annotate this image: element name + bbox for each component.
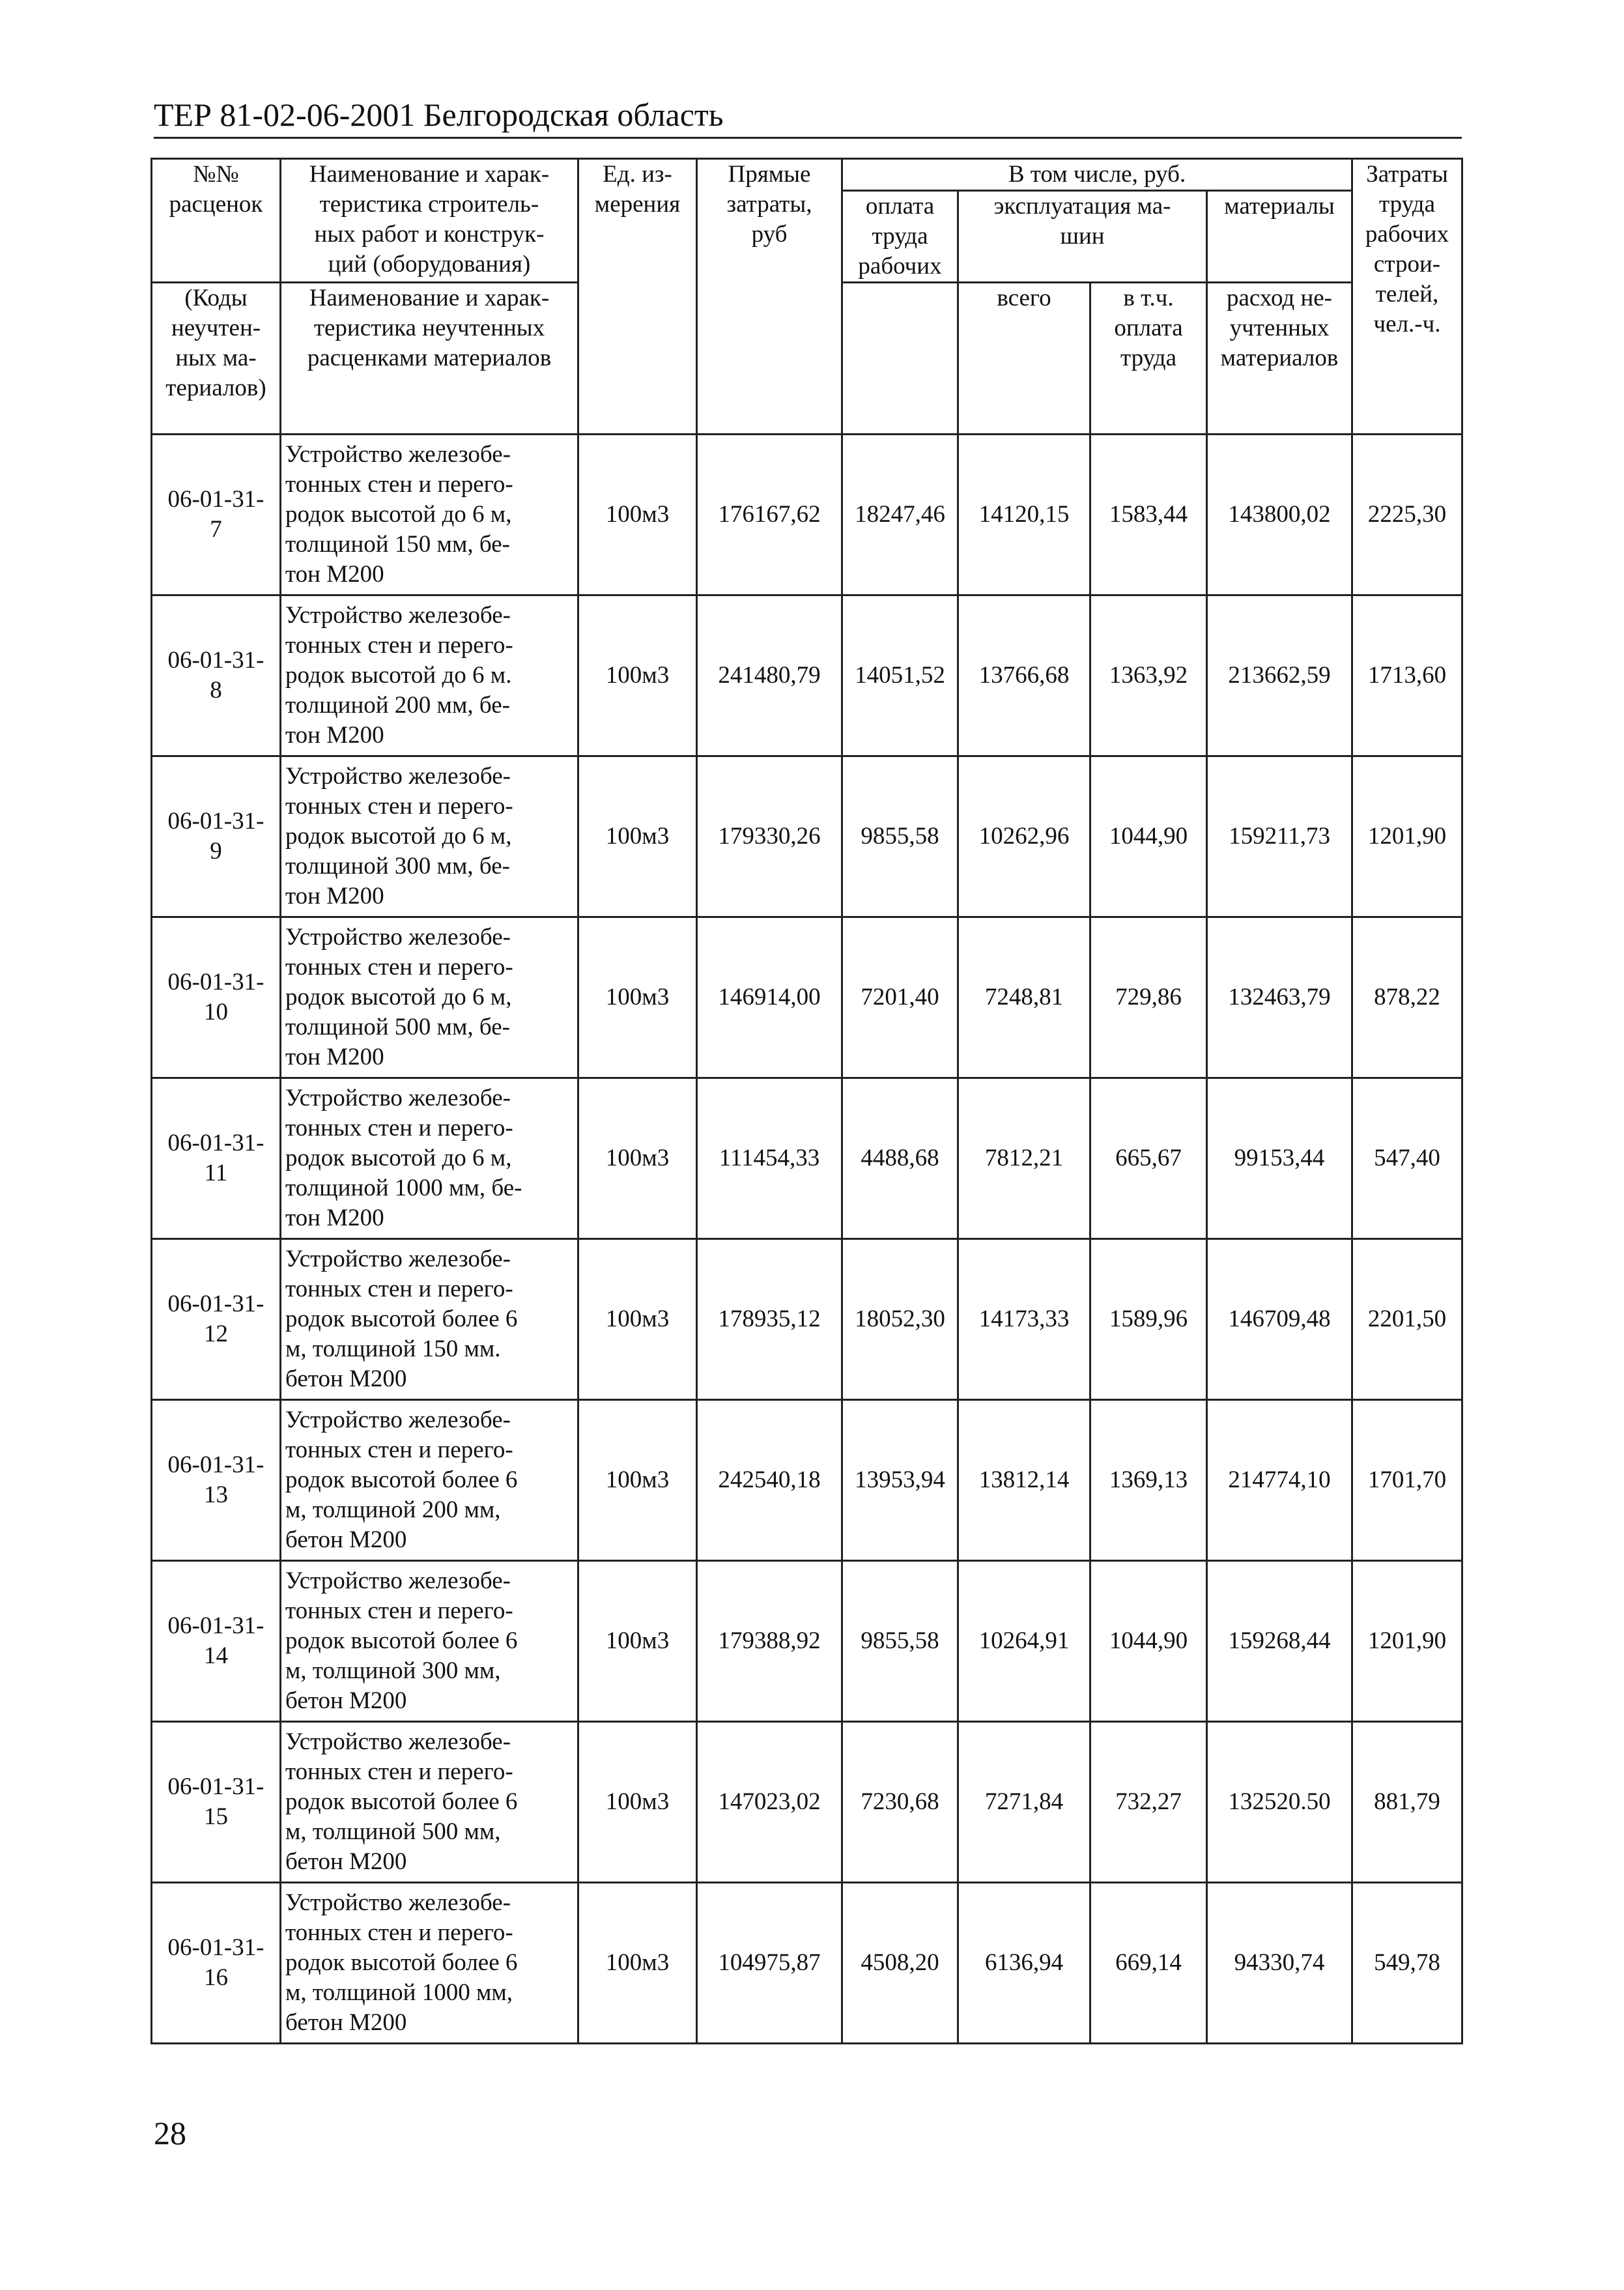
direct-costs-cell: 111454,33 [697, 1078, 842, 1239]
header-labor-costs: Затраты труда рабочих строи- телей, чел.-ч. [1352, 159, 1462, 435]
unit-cell: 100м3 [578, 1400, 697, 1561]
page-number: 28 [154, 2115, 186, 2151]
direct-costs-cell: 241480,79 [697, 595, 842, 756]
materials-cell: 99153,44 [1207, 1078, 1352, 1239]
rate-code: 06-01-31- 10 [152, 917, 281, 1078]
header-direct-costs: Прямые затраты, руб [697, 159, 842, 435]
header-unit: Ед. из- мерения [578, 159, 697, 435]
header-machines-total: всего [958, 283, 1090, 435]
wages-cell: 7201,40 [842, 917, 958, 1078]
unit-cell: 100м3 [578, 917, 697, 1078]
direct-costs-cell: 146914,00 [697, 917, 842, 1078]
work-description: Устройство железобе- тонных стен и перего- родок высотой более 6 м, толщиной 500 мм, бетон М200 [281, 1722, 578, 1883]
header-wages-blank [842, 283, 958, 435]
work-description: Устройство железобе- тонных стен и перего- родок высотой до 6 м, толщиной 300 мм, бе- тон М200 [281, 756, 578, 917]
materials-cell: 146709,48 [1207, 1239, 1352, 1400]
machines-wages-cell: 729,86 [1090, 917, 1207, 1078]
header-materials: материалы [1207, 191, 1352, 283]
materials-cell: 143800,02 [1207, 435, 1352, 595]
work-description: Устройство железобе- тонных стен и перего- родок высотой до 6 м, толщиной 150 мм, бе- тон М200 [281, 435, 578, 595]
machines-total-cell: 6136,94 [958, 1883, 1090, 2044]
wages-cell: 14051,52 [842, 595, 958, 756]
table-body [152, 435, 1462, 2044]
machines-total-cell: 7271,84 [958, 1722, 1090, 1883]
wages-cell: 18247,46 [842, 435, 958, 595]
labor-costs-cell: 1201,90 [1352, 1561, 1462, 1722]
header-materials-unaccounted: расход не- учтенных материалов [1207, 283, 1352, 435]
table-row [152, 1239, 1462, 1400]
machines-total-cell: 14120,15 [958, 435, 1090, 595]
wages-cell: 7230,68 [842, 1722, 958, 1883]
rate-code: 06-01-31- 14 [152, 1561, 281, 1722]
unit-cell: 100м3 [578, 595, 697, 756]
wages-cell: 13953,94 [842, 1400, 958, 1561]
work-description: Устройство железобе- тонных стен и перего- родок высотой до 6 м, толщиной 1000 мм, бе- тон М200 [281, 1078, 578, 1239]
header-name: Наименование и харак- теристика строитель- ных работ и конструк- ций (оборудования) [281, 159, 578, 283]
machines-total-cell: 7248,81 [958, 917, 1090, 1078]
work-description: Устройство железобе- тонных стен и перего- родок высотой более 6 м, толщиной 1000 мм, бетон М200 [281, 1883, 578, 2044]
table-row [152, 595, 1462, 756]
table-row [152, 435, 1462, 595]
rate-code: 06-01-31- 15 [152, 1722, 281, 1883]
direct-costs-cell: 179388,92 [697, 1561, 842, 1722]
labor-costs-cell: 1713,60 [1352, 595, 1462, 756]
page-header: ТЕР 81-02-06-2001 Белгородская область [154, 95, 1462, 139]
wages-cell: 9855,58 [842, 756, 958, 917]
unit-cell: 100м3 [578, 1883, 697, 2044]
materials-cell: 94330,74 [1207, 1883, 1352, 2044]
table-row [152, 1078, 1462, 1239]
rate-code: 06-01-31- 16 [152, 1883, 281, 2044]
machines-wages-cell: 669,14 [1090, 1883, 1207, 2044]
direct-costs-cell: 147023,02 [697, 1722, 842, 1883]
machines-wages-cell: 1044,90 [1090, 756, 1207, 917]
materials-cell: 132520.50 [1207, 1722, 1352, 1883]
rate-code: 06-01-31- 11 [152, 1078, 281, 1239]
header-machines: эксплуатация ма- шин [958, 191, 1207, 283]
header-unaccounted-codes: (Коды неучтен- ных ма- териалов) [152, 283, 281, 435]
rate-code: 06-01-31- 8 [152, 595, 281, 756]
header-code: №№ расценок [152, 159, 281, 283]
wages-cell: 4508,20 [842, 1883, 958, 2044]
header-machines-wages: в т.ч. оплата труда [1090, 283, 1207, 435]
machines-wages-cell: 1369,13 [1090, 1400, 1207, 1561]
rate-code: 06-01-31- 7 [152, 435, 281, 595]
labor-costs-cell: 881,79 [1352, 1722, 1462, 1883]
unit-cell: 100м3 [578, 1239, 697, 1400]
labor-costs-cell: 878,22 [1352, 917, 1462, 1078]
unit-cell: 100м3 [578, 1722, 697, 1883]
header-including: В том числе, руб. [842, 159, 1352, 191]
rates-table [150, 158, 1463, 2044]
machines-total-cell: 13812,14 [958, 1400, 1090, 1561]
work-description: Устройство железобе- тонных стен и перего- родок высотой до 6 м, толщиной 500 мм, бе- тон М200 [281, 917, 578, 1078]
table-row [152, 1561, 1462, 1722]
header-wages: оплата труда рабочих [842, 191, 958, 283]
machines-wages-cell: 1583,44 [1090, 435, 1207, 595]
machines-wages-cell: 1589,96 [1090, 1239, 1207, 1400]
table-row [152, 1722, 1462, 1883]
labor-costs-cell: 1701,70 [1352, 1400, 1462, 1561]
unit-cell: 100м3 [578, 756, 697, 917]
labor-costs-cell: 2225,30 [1352, 435, 1462, 595]
machines-total-cell: 14173,33 [958, 1239, 1090, 1400]
materials-cell: 132463,79 [1207, 917, 1352, 1078]
machines-total-cell: 10264,91 [958, 1561, 1090, 1722]
rate-code: 06-01-31- 13 [152, 1400, 281, 1561]
unit-cell: 100м3 [578, 1078, 697, 1239]
unit-cell: 100м3 [578, 1561, 697, 1722]
machines-total-cell: 13766,68 [958, 595, 1090, 756]
work-description: Устройство железобе- тонных стен и перего- родок высотой до 6 м. толщиной 200 мм, бе- тон М200 [281, 595, 578, 756]
materials-cell: 159211,73 [1207, 756, 1352, 917]
machines-wages-cell: 1363,92 [1090, 595, 1207, 756]
labor-costs-cell: 1201,90 [1352, 756, 1462, 917]
work-description: Устройство железобе- тонных стен и перего- родок высотой более 6 м, толщиной 300 мм, бетон М200 [281, 1561, 578, 1722]
unit-cell: 100м3 [578, 435, 697, 595]
machines-wages-cell: 665,67 [1090, 1078, 1207, 1239]
header-unaccounted-name: Наименование и харак- теристика неучтенных расценками материалов [281, 283, 578, 435]
direct-costs-cell: 104975,87 [697, 1883, 842, 2044]
wages-cell: 18052,30 [842, 1239, 958, 1400]
work-description: Устройство железобе- тонных стен и перего- родок высотой более 6 м, толщиной 200 мм, бетон М200 [281, 1400, 578, 1561]
wages-cell: 4488,68 [842, 1078, 958, 1239]
materials-cell: 159268,44 [1207, 1561, 1352, 1722]
machines-total-cell: 7812,21 [958, 1078, 1090, 1239]
labor-costs-cell: 2201,50 [1352, 1239, 1462, 1400]
machines-total-cell: 10262,96 [958, 756, 1090, 917]
labor-costs-cell: 547,40 [1352, 1078, 1462, 1239]
table-row [152, 1400, 1462, 1561]
direct-costs-cell: 178935,12 [697, 1239, 842, 1400]
wages-cell: 9855,58 [842, 1561, 958, 1722]
rate-code: 06-01-31- 9 [152, 756, 281, 917]
labor-costs-cell: 549,78 [1352, 1883, 1462, 2044]
materials-cell: 213662,59 [1207, 595, 1352, 756]
table-row [152, 1883, 1462, 2044]
table-row [152, 756, 1462, 917]
materials-cell: 214774,10 [1207, 1400, 1352, 1561]
direct-costs-cell: 242540,18 [697, 1400, 842, 1561]
rate-code: 06-01-31- 12 [152, 1239, 281, 1400]
direct-costs-cell: 179330,26 [697, 756, 842, 917]
direct-costs-cell: 176167,62 [697, 435, 842, 595]
machines-wages-cell: 732,27 [1090, 1722, 1207, 1883]
machines-wages-cell: 1044,90 [1090, 1561, 1207, 1722]
table-header [152, 159, 1462, 435]
work-description: Устройство железобе- тонных стен и перего- родок высотой более 6 м, толщиной 150 мм. бетон М200 [281, 1239, 578, 1400]
table-row [152, 917, 1462, 1078]
